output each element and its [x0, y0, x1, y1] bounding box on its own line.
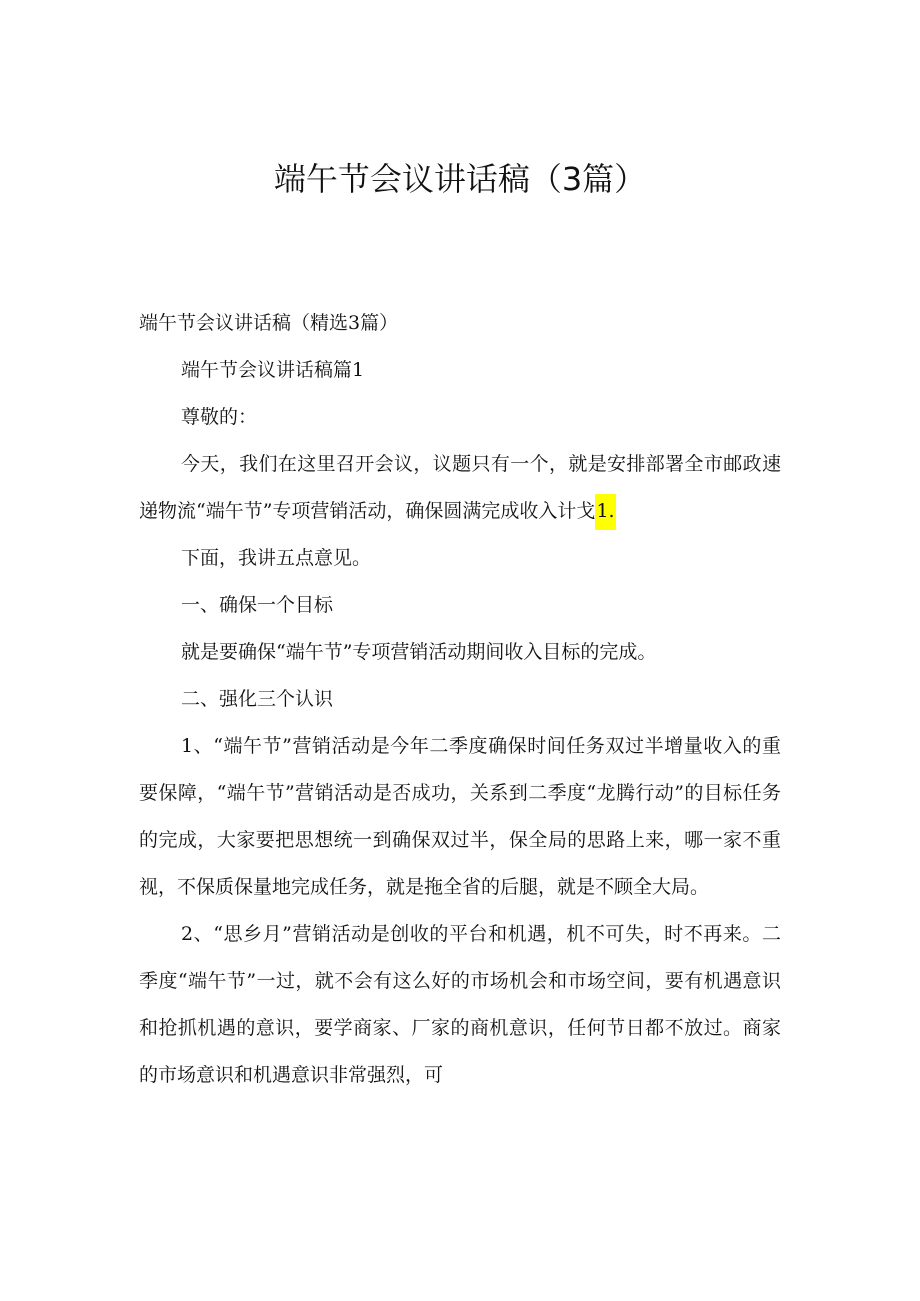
document-body — [139, 300, 781, 1099]
point-2-item-2: 2、“思乡月”营销活动是创收的平台和机遇，机不可失，时不再来。二季度“端午节”一过，就不会有这么好的市场机会和市场空间，要有机遇意识和抢抓机遇的意识，要学商家、厂家的商机意识，任何节日都不放过。商家的市场意识和机遇意识非常强烈，可 — [139, 923, 781, 1086]
paragraph-2: 下面，我讲五点意见。 — [181, 547, 372, 569]
document-subtitle: 端午节会议讲话稿（精选3篇） — [139, 312, 399, 334]
section-heading: 端午节会议讲话稿篇1 — [181, 359, 365, 381]
paragraph-1 — [139, 441, 781, 535]
document-title: 端午节会议讲话稿（3篇） — [273, 160, 647, 198]
highlighted-text: 1. — [595, 494, 615, 530]
paragraph-1-text: 今天，我们在这里召开会议，议题只有一个，就是安排部署全市邮政速递物流“端午节”专项营销活动，确保圆满完成收入计戈 — [139, 453, 781, 522]
salutation: 尊敬的： — [181, 406, 258, 428]
point-2-heading: 二、强化三个认识 — [181, 688, 334, 710]
point-1-heading: 一、确保一个目标 — [181, 594, 334, 616]
point-1-body: 就是要确保“端午节”专项营销活动期间收入目标的完成。 — [181, 641, 657, 663]
point-2-item-1: 1、“端午节”营销活动是今年二季度确保时间任务双过半增量收入的重要保障，“端午节”营销活动是否成功，关系到二季度“龙腾行动”的目标任务的完成，大家要把思想统一到确保双过半，保全局的思路上来，哪一家不重视，不保质保量地完成任务，就是拖全省的后腿，就是不顾全大局。 — [139, 735, 781, 898]
